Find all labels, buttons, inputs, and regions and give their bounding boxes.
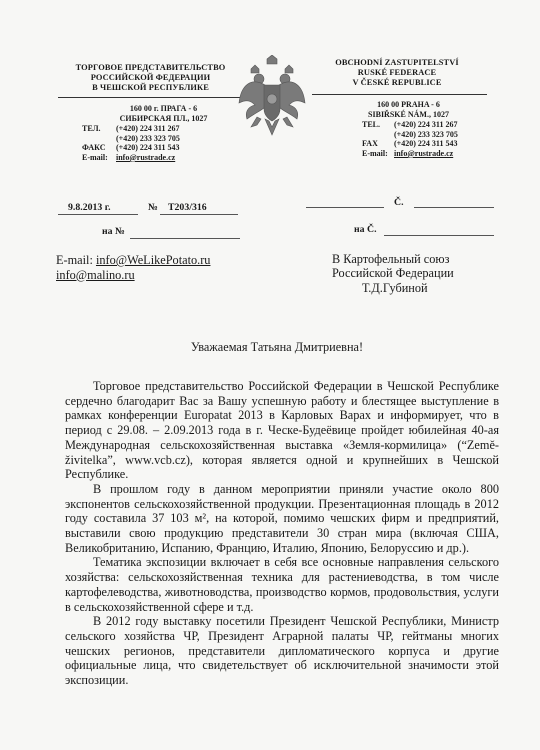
contact-email-link-1[interactable]: info@WeLikePotato.ru: [95, 253, 211, 267]
reference-na-cz-label: на Č.: [354, 224, 377, 235]
letterhead-cz-fax-label: FAX: [362, 139, 378, 149]
reference-cz-sign: Č.: [394, 197, 404, 208]
letterhead-ru-org-line: ТОРГОВОЕ ПРЕДСТАВИТЕЛЬСТВО: [75, 63, 226, 72]
letterhead-cz-divider: [312, 94, 487, 95]
letterhead-ru-email-link[interactable]: info@rustrade.cz: [116, 152, 176, 162]
coat-of-arms-emblem: [237, 55, 307, 141]
letterhead-cz-email-link[interactable]: info@rustrade.cz: [394, 148, 454, 158]
letterhead-cz-org-line: RUSKÉ FEDERACE: [357, 68, 437, 77]
reference-na-number-label: на №: [102, 226, 125, 237]
letterhead-ru-fax: (+420) 224 311 543: [116, 143, 180, 153]
letter-body: [65, 379, 499, 688]
body-paragraph: Тематика экспозиции включает в себя все основные направления сельского хозяйства: сельскохозяйственная техника для растениеводства, в том числе картофелеводства, животноводства, производство кормов, продовольствия, услуги в сельскохозяйственной сфере и т.д.: [65, 555, 499, 614]
reference-date-underline: [58, 214, 138, 215]
reference-number-underline: [160, 214, 238, 215]
letterhead-cz-tel-1: (+420) 224 311 267: [394, 120, 458, 129]
recipient-line: В Картофельный союз: [332, 252, 450, 266]
body-paragraph: В прошлом году в данном мероприятии приняли участие около 800 экспонентов сельскохозяйственной продукции. Презентационная площадь в 2012 году составила 37 103 м², на которой, помимо чешских фирм и предприятий, выставили свою продукцию представители 30 стран мира (включая США, Великобританию, Испанию, Францию, Италию, Японию, Белоруссию и др.).: [65, 481, 499, 555]
letterhead-ru-address: [58, 104, 243, 123]
recipient-line: Российской Федерации: [332, 266, 454, 281]
reference-date: 9.8.2013 г.: [68, 202, 111, 213]
letterhead-cz-org-line: OBCHODNÍ ZASTUPITELSTVÍ: [335, 58, 459, 67]
letterhead-cz-tel-2: (+420) 233 323 705: [394, 129, 458, 139]
letterhead-ru-tel-2: (+420) 233 323 705: [116, 133, 180, 143]
letterhead-ru-tel-1: (+420) 224 311 267: [116, 124, 180, 133]
contact-emails: [56, 253, 210, 282]
reference-number-sign: №: [148, 202, 158, 213]
contact-email-label: E-mail:: [56, 253, 93, 267]
recipient-block: [332, 252, 454, 295]
letterhead-cz-fax: (+420) 224 311 543: [394, 139, 458, 149]
letterhead-ru-org: [58, 63, 243, 93]
letterhead-ru-contacts: [82, 124, 252, 162]
body-paragraph: В 2012 году выставку посетили Президент Чешской Республики, Министр сельского хозяйства ЧР, Президент Аграрной палаты ЧР, гейтманы многих чешских регионов, представители дипломатического корпуса и другие официальные лица, что свидетельствует об исключительной значимости этой экспозиции.: [65, 614, 499, 688]
letterhead-ru-org-line: РОССИЙСКОЙ ФЕДЕРАЦИИ: [90, 73, 211, 82]
letterhead-cz-tel-label: TEL.: [362, 120, 381, 129]
body-paragraph: Торговое представительство Российской Федерации в Чешской Республике сердечно благодарит Вас за Вашу успешную работу и блестящее выступление в рамках конференции Europatat 2013 в Карловых Варах и информирует, что в период с 29.08. – 2.09.2013 года в г. Ческе-Будеёвице пройдет юбилейная 40-ая Международная сельскохозяйственная выставка «Земля-кормилица» (“Země-živitelka”, www.vcb.cz), которая является одной и крупнейших в Чешской Республике.: [65, 379, 499, 482]
recipient-line: Т.Д.Губиной: [362, 280, 428, 295]
letterhead-cz-org: [312, 58, 482, 88]
reference-cz-blank-1: [306, 207, 384, 208]
reference-na-cz-blank: [384, 235, 494, 236]
letterhead-ru-org-line: В ЧЕШСКОЙ РЕСПУБЛИКЕ: [92, 83, 209, 92]
reference-number: T203/316: [168, 202, 207, 213]
reference-na-number-blank: [130, 238, 240, 239]
letterhead-cz-address-line: SIBIŘSKÉ NÁM., 1027: [368, 109, 449, 119]
letterhead-ru-fax-label: ФАКС: [82, 143, 106, 153]
letterhead-ru-divider: [58, 97, 243, 98]
salutation: Уважаемая Татьяна Дмитриевна!: [190, 340, 364, 354]
letterhead-cz-contacts: [362, 120, 537, 158]
letterhead-cz-address-line: 160 00 PRAHA - 6: [377, 100, 440, 109]
letterhead-cz-org-line: V ČESKÉ REPUBLICE: [352, 78, 442, 87]
reference-cz-blank-2: [414, 207, 494, 208]
contact-email-link-2[interactable]: info@malino.ru: [56, 267, 135, 282]
letterhead-ru-email-label: E-mail:: [82, 152, 108, 162]
letterhead-ru-address-line: СИБИРСКАЯ ПЛ., 1027: [119, 113, 208, 123]
letterhead-ru-address-line: 160 00 г. ПРАГА - 6: [129, 104, 198, 113]
letterhead-cz-address: [312, 100, 487, 119]
letterhead-cz-email-label: E-mail:: [362, 148, 388, 158]
letterhead-ru-tel-label: ТЕЛ.: [82, 124, 101, 133]
